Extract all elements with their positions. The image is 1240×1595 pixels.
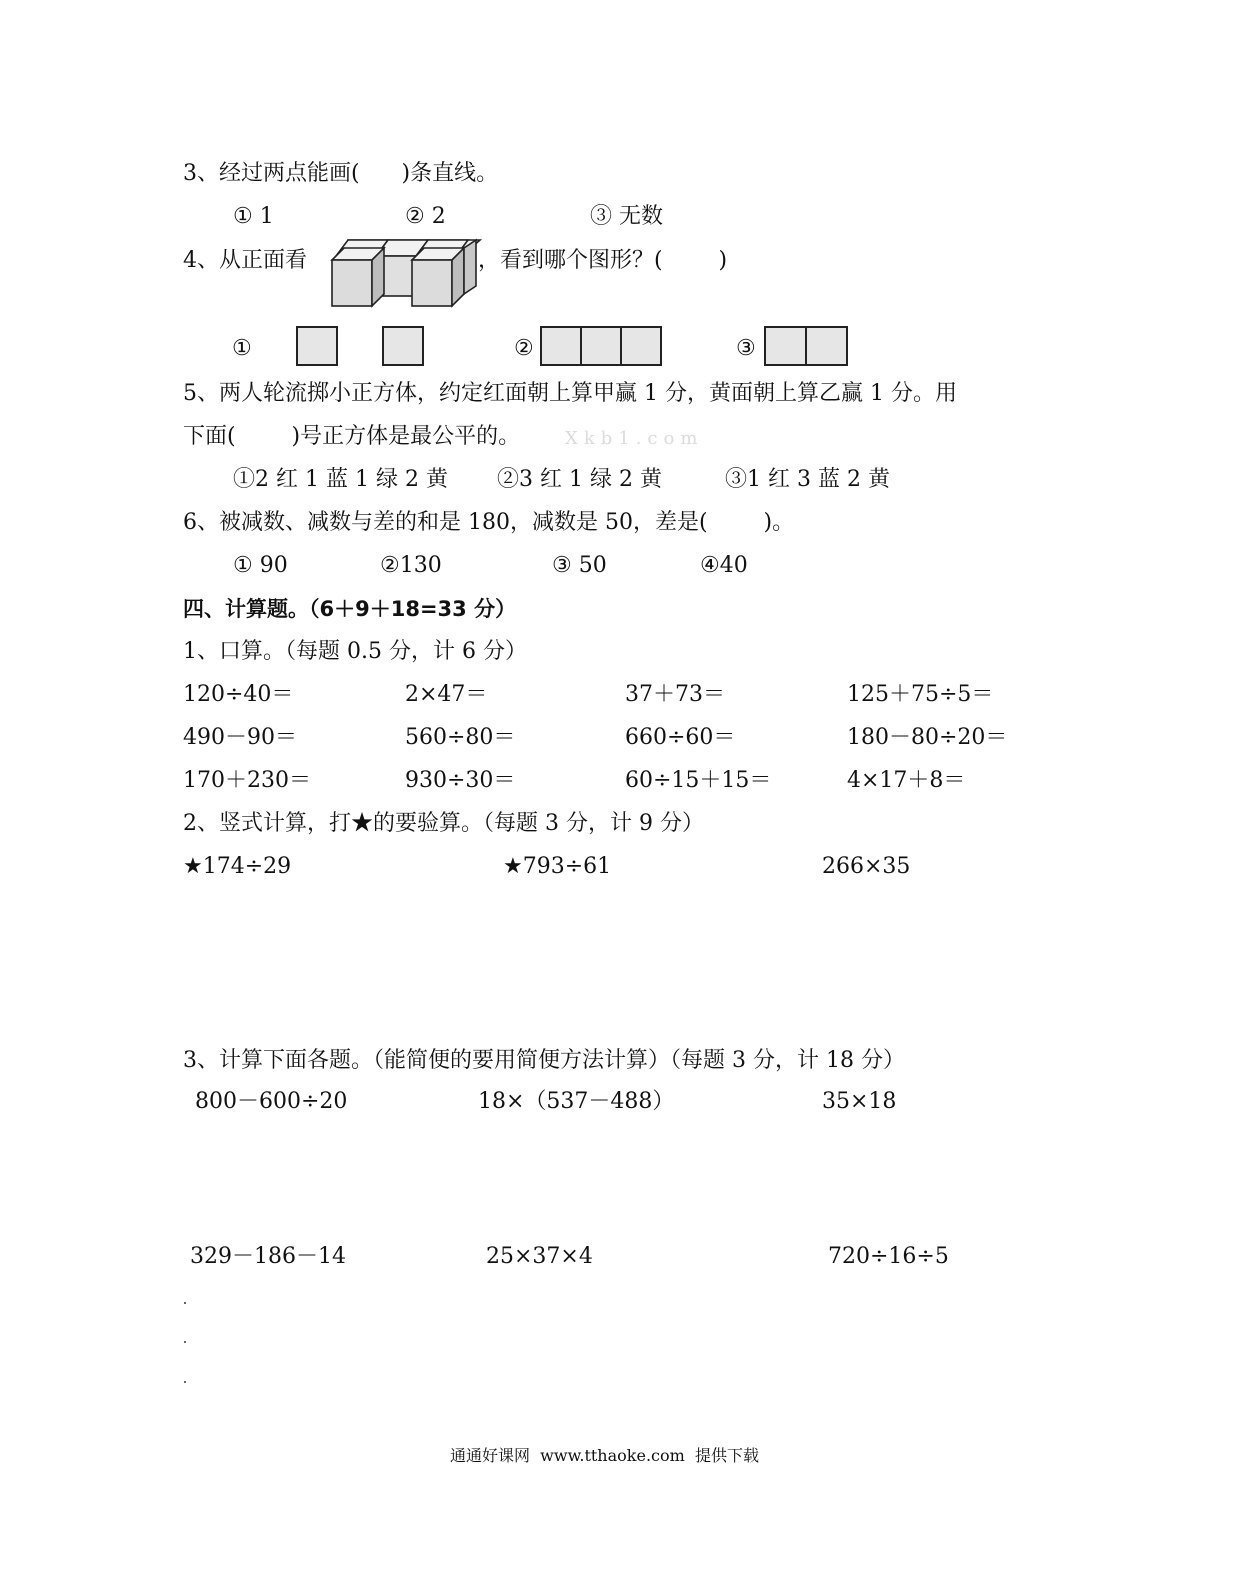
speck — [184, 1381, 186, 1383]
question-5-line-1: 5、两人轮流掷小正方体，约定红面朝上算甲赢 1 分，黄面朝上算乙赢 1 分。用 — [183, 381, 957, 406]
q4-option-3-square-2 — [805, 326, 848, 366]
q4-option-2-square-2 — [580, 326, 622, 366]
calc-item: 18×（537－488） — [478, 1089, 675, 1114]
question-4-suffix: ，看到哪个图形？( ) — [478, 248, 728, 273]
cube-structure-figure — [328, 238, 484, 310]
calc-item: 720÷16÷5 — [828, 1244, 949, 1269]
oral-calc-item: 490－90＝ — [183, 725, 297, 750]
q4-option-2-square-3 — [620, 326, 662, 366]
speck — [184, 1341, 186, 1343]
q4-option-1-square-right — [382, 326, 424, 366]
q5-option-3: ③1 红 3 蓝 2 黄 — [725, 467, 890, 492]
calc-item: 800－600÷20 — [195, 1089, 348, 1114]
q6-option-2: ②130 — [380, 553, 442, 578]
part-1-title: 1、口算。（每题 0.5 分，计 6 分） — [183, 639, 527, 664]
q4-option-1-mark: ① — [232, 336, 252, 361]
q6-option-4: ④40 — [700, 553, 748, 578]
q3-option-3: ③ 无数 — [590, 204, 663, 229]
oral-calc-item: 2×47＝ — [405, 682, 488, 707]
q4-option-3-square-1 — [764, 326, 807, 366]
oral-calc-item: 37＋73＝ — [625, 682, 725, 707]
oral-calc-item: 60÷15＋15＝ — [625, 768, 772, 793]
calc-item: 329－186－14 — [190, 1244, 346, 1269]
oral-calc-item: 125＋75÷5＝ — [847, 682, 994, 707]
oral-calc-item: 660÷60＝ — [625, 725, 736, 750]
section-4-title: 四、计算题。（6＋9＋18=33 分） — [183, 597, 517, 621]
vertical-calc-item: ★174÷29 — [183, 854, 292, 879]
part-3-title: 3、计算下面各题。（能简便的要用简便方法计算）（每题 3 分，计 18 分） — [183, 1048, 905, 1073]
question-5-line-2: 下面( )号正方体是最公平的。 — [183, 424, 521, 449]
calc-item: 35×18 — [822, 1089, 897, 1114]
speck — [184, 1302, 186, 1304]
q3-option-2: ② 2 — [405, 204, 446, 229]
q4-option-3-mark: ③ — [736, 336, 756, 361]
q4-option-1-square-left — [296, 326, 338, 366]
watermark-text: Xkb1.com — [565, 428, 704, 449]
vertical-calc-item: 266×35 — [822, 854, 911, 879]
q5-option-1: ①2 红 1 蓝 1 绿 2 黄 — [233, 467, 448, 492]
oral-calc-item: 930÷30＝ — [405, 768, 516, 793]
page-footer: 通通好课网 www.tthaoke.com 提供下载 — [450, 1446, 759, 1465]
q6-option-1: ① 90 — [233, 553, 288, 578]
q5-option-2: ②3 红 1 绿 2 黄 — [497, 467, 662, 492]
oral-calc-item: 4×17＋8＝ — [847, 768, 966, 793]
q6-option-3: ③ 50 — [552, 553, 607, 578]
calc-item: 25×37×4 — [486, 1244, 593, 1269]
question-4-prefix: 4、从正面看 — [183, 248, 307, 273]
oral-calc-item: 180－80÷20＝ — [847, 725, 1008, 750]
part-2-title: 2、竖式计算，打★的要验算。（每题 3 分，计 9 分） — [183, 811, 704, 836]
oral-calc-item: 560÷80＝ — [405, 725, 516, 750]
oral-calc-item: 120÷40＝ — [183, 682, 294, 707]
vertical-calc-item: ★793÷61 — [503, 854, 612, 879]
question-6: 6、被减数、减数与差的和是 180，减数是 50，差是( )。 — [183, 510, 795, 535]
q3-option-1: ① 1 — [233, 204, 274, 229]
q4-option-2-square-1 — [540, 326, 582, 366]
oral-calc-item: 170＋230＝ — [183, 768, 311, 793]
question-3: 3、经过两点能画( )条直线。 — [183, 161, 499, 186]
q4-option-2-mark: ② — [514, 336, 534, 361]
